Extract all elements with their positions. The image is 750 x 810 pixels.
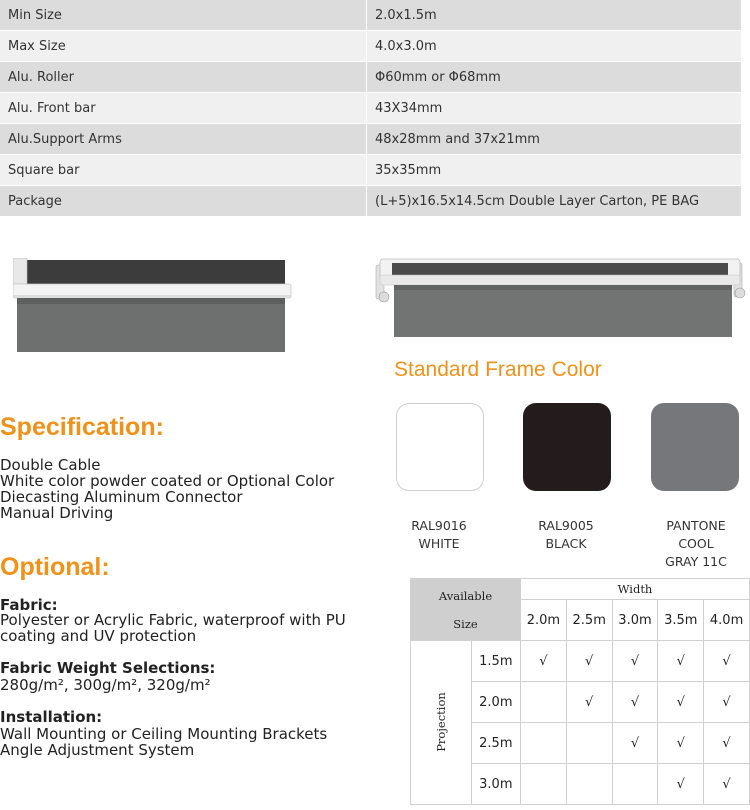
spec-label: Square bar — [0, 155, 367, 186]
availability-cell: √ — [612, 723, 658, 764]
availability-cell: √ — [612, 682, 658, 723]
availability-cell: √ — [566, 641, 612, 682]
availability-cell — [612, 764, 658, 805]
frame-color-title: Standard Frame Color — [394, 358, 602, 381]
width-col-header: 3.0m — [612, 600, 658, 641]
awning-front-image — [13, 258, 293, 358]
availability-cell: √ — [521, 641, 567, 682]
optional-heading: Optional: — [0, 553, 110, 581]
availability-cell — [566, 764, 612, 805]
availability-cell — [521, 723, 567, 764]
spec-label: Alu.Support Arms — [0, 124, 367, 155]
width-header: Width — [521, 579, 750, 600]
spec-value: 4.0x3.0m — [367, 31, 742, 62]
spec-line: White color powder coated or Optional Color — [0, 472, 335, 490]
weight-value: 280g/m², 300g/m², 320g/m² — [0, 676, 211, 694]
awning-side-image — [370, 255, 748, 345]
availability-cell — [521, 682, 567, 723]
spec-value: Φ60mm or Φ68mm — [367, 62, 742, 93]
availability-cell: √ — [658, 764, 704, 805]
table-row — [0, 93, 742, 124]
fabric-label: Fabric: — [0, 596, 58, 614]
availability-cell: √ — [704, 682, 750, 723]
swatch-gray-label: PANTONE COOL GRAY 11C — [665, 518, 727, 569]
spec-value: 48x28mm and 37x21mm — [367, 124, 742, 155]
table-row — [0, 186, 742, 217]
swatch-white-label: RAL9016 WHITE — [411, 518, 467, 551]
projection-header — [411, 641, 472, 805]
projection-value: 3.0m — [471, 764, 520, 805]
size-matrix — [410, 578, 750, 805]
spec-value: 35x35mm — [367, 155, 742, 186]
fabric-line: Polyester or Acrylic Fabric, waterproof with PU — [0, 611, 346, 629]
spec-label: Min Size — [0, 0, 367, 31]
installation-line: Wall Mounting or Ceiling Mounting Brackets — [0, 725, 328, 743]
spec-value: (L+5)x16.5x14.5cm Double Layer Carton, PE BAG — [367, 186, 742, 217]
spec-line: Double Cable — [0, 456, 101, 474]
width-col-header: 4.0m — [704, 600, 750, 641]
size-label: Size — [453, 616, 478, 631]
spec-label: Package — [0, 186, 367, 217]
width-col-header: 2.5m — [566, 600, 612, 641]
installation-label: Installation: — [0, 708, 103, 726]
available-size-header — [411, 579, 521, 641]
availability-cell: √ — [658, 723, 704, 764]
spec-label: Alu. Roller — [0, 62, 367, 93]
availability-cell: √ — [612, 641, 658, 682]
table-row — [0, 31, 742, 62]
availability-cell: √ — [704, 641, 750, 682]
swatch-black-label: RAL9005 BLACK — [538, 518, 594, 551]
table-row — [0, 155, 742, 186]
projection-label: Projection — [433, 692, 448, 752]
availability-cell — [521, 764, 567, 805]
width-col-header: 2.0m — [521, 600, 567, 641]
swatch-gray — [651, 403, 739, 491]
table-row — [411, 641, 750, 682]
installation-line: Angle Adjustment System — [0, 741, 195, 759]
spec-value: 2.0x1.5m — [367, 0, 742, 31]
availability-cell: √ — [704, 764, 750, 805]
projection-value: 1.5m — [471, 641, 520, 682]
swatch-white — [396, 403, 484, 491]
specification-heading: Specification: — [0, 413, 164, 441]
fabric-line: coating and UV protection — [0, 627, 197, 645]
weight-label: Fabric Weight Selections: — [0, 659, 216, 677]
spec-table — [0, 0, 742, 217]
spec-value: 43X34mm — [367, 93, 742, 124]
projection-value: 2.5m — [471, 723, 520, 764]
spec-label: Max Size — [0, 31, 367, 62]
table-row — [0, 124, 742, 155]
swatch-black — [523, 403, 611, 491]
spec-label: Alu. Front bar — [0, 93, 367, 124]
spec-line: Diecasting Aluminum Connector — [0, 488, 243, 506]
availability-cell: √ — [658, 641, 704, 682]
table-row — [0, 0, 742, 31]
available-label: Available — [438, 588, 493, 603]
availability-cell — [566, 723, 612, 764]
width-col-header: 3.5m — [658, 600, 704, 641]
availability-cell: √ — [704, 723, 750, 764]
table-row — [0, 62, 742, 93]
projection-value: 2.0m — [471, 682, 520, 723]
spec-line: Manual Driving — [0, 504, 114, 522]
availability-cell: √ — [658, 682, 704, 723]
availability-cell: √ — [566, 682, 612, 723]
